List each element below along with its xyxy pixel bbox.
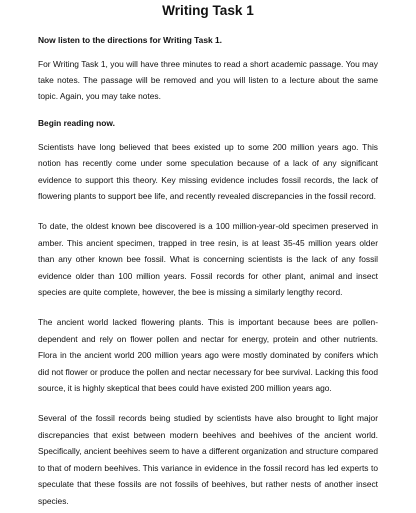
passage-paragraph-1: Scientists have long believed that bees existed up to some 200 million years ago. This notion has recently come under some speculation because of a lack of any significant evidence to support this theory. Key missing evidence includes fossil records, the lack of flowering plants to support bee life, and recently revealed discrepancies in the fossil record. — [38, 141, 378, 202]
page-title: Writing Task 1 — [162, 3, 254, 18]
begin-reading-heading: Begin reading now. — [38, 117, 115, 128]
directions-text: For Writing Task 1, you will have three minutes to read a short academic passage. You may take notes. The passage will be removed and you will listen to a lecture about the same topic. Again, you may take notes. — [38, 59, 378, 102]
passage-paragraph-4: Several of the fossil records being studied by scientists have also brought to light major discrepancies that exist between modern beehives and beehives of the ancient world. Specifically, ancient beehives seem to have a different organization and structure compared to that of modern beehives. This variance in evidence in the fossil record has led experts to speculate that these fossils are not fossils of beehives, but rather nests of another insect species. — [38, 412, 378, 506]
passage-paragraph-3: The ancient world lacked flowering plants. This is important because bees are pollen-dependent and rely on flower pollen and nectar for energy, protein and other nutrients. Flora in the ancient world 200 million years ago were mostly dominated by conifers which did not flower or produce the pollen and nectar necessary for bee survival. Lacking this food source, it is highly skeptical that bees could have existed 200 million years ago. — [38, 316, 378, 394]
passage-paragraph-2: To date, the oldest known bee discovered is a 100 million-year-old specimen preserved in amber. This ancient specimen, trapped in tree resin, is at least 35-45 million years older than any other known bee fossil. What is concerning scientists is the lack of any fossil evidence older than 100 million years. Fossil records for other plant, animal and insect species are quite complete, however, the bee is missing a similarly lengthy record. — [38, 220, 378, 298]
directions-heading: Now listen to the directions for Writing Task 1. — [38, 35, 222, 45]
